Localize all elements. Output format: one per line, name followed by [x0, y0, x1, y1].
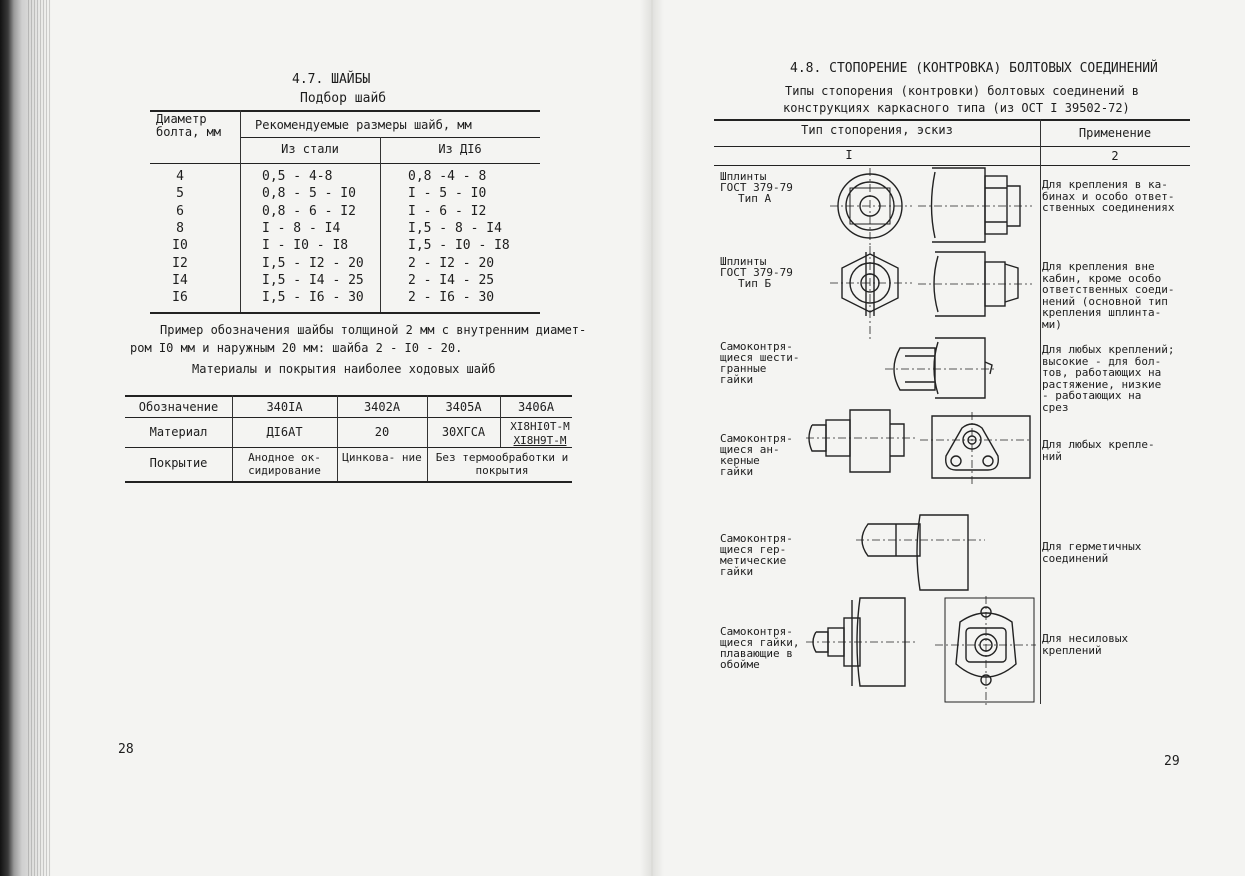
lock-application-text: ответственных соеди- — [1042, 283, 1175, 296]
steel-size-cell: I,5 - I2 - 20 — [262, 255, 364, 271]
lock-application-text: Для герметичных — [1042, 540, 1142, 553]
lock-application-text: Для крепления в ка- — [1042, 178, 1168, 191]
diameter-cell: 4 — [176, 169, 184, 184]
lock-application-text: кабин, кроме особо — [1042, 271, 1162, 285]
d16-size-cell: 2 - I6 - 30 — [408, 290, 495, 306]
lock-type-label: ГОСТ 379-79 — [720, 266, 793, 279]
material-cell: ХI8НI0Т-М — [510, 420, 570, 433]
row-label-material: Материал — [149, 425, 208, 439]
col-header-recommended: Рекомендуемые размеры шайб, мм — [255, 118, 472, 132]
diameter-cell: I6 — [172, 290, 188, 306]
intro-line1: Типы стопорения (контровки) болтовых соединений в — [785, 84, 1140, 98]
diameter-cell: 5 — [176, 186, 184, 202]
diameter-cell: I4 — [172, 272, 188, 288]
lock-type-label: Самоконтря- — [720, 532, 793, 545]
lock-application-text: срез — [1042, 400, 1069, 414]
steel-size-cell: I,5 - I6 - 30 — [262, 290, 364, 306]
col-header-d16: Из ДI6 — [438, 142, 482, 156]
lock-application-text: Для крепления вне — [1042, 260, 1155, 273]
subtitle-washer-selection: Подбор шайб — [300, 91, 387, 106]
sketch-cotter-type-a — [830, 168, 1032, 246]
col-header-diameter: Диаметр болта, мм — [156, 112, 222, 139]
lock-type-label: гайки — [720, 373, 754, 386]
page-number-right: 29 — [1164, 754, 1180, 769]
lock-type-label: обойме — [720, 658, 760, 671]
col-number-1: I — [845, 148, 853, 162]
example-text-line2: ром I0 мм и наружным 20 мм: шайба 2 - I0 - 20. — [130, 341, 463, 355]
lock-type-label: Шплинты — [720, 255, 767, 268]
lock-application-text: бинах и особо ответ- — [1042, 189, 1175, 203]
coating-cell: Цинкова- ние — [342, 451, 422, 464]
lock-application-text: высокие - для бол- — [1042, 354, 1162, 368]
designation-cell: 3405A — [445, 400, 482, 414]
lock-type-label: Самоконтря- — [720, 340, 793, 353]
sketch-anchor-nut — [806, 410, 1032, 485]
lock-application-text: креплений — [1042, 643, 1102, 657]
sketch-hex-nut — [885, 338, 995, 398]
d16-size-cell: 2 - I4 - 25 — [408, 272, 495, 288]
example-text-line1: Пример обозначения шайбы толщиной 2 мм с внутренним диамет- — [160, 323, 587, 337]
lock-application-text: ний — [1042, 449, 1062, 463]
material-cell: 30ХГСА — [441, 425, 486, 439]
lock-type-label: Самоконтря- — [720, 625, 793, 638]
lock-type-label: гайки — [720, 465, 754, 478]
d16-size-cell: 0,8 -4 - 8 — [408, 169, 487, 184]
lock-application-text: ми) — [1042, 317, 1062, 331]
diameter-cell: I2 — [172, 255, 188, 271]
lock-application-text: - работающих на — [1042, 389, 1142, 402]
d16-size-cell: I - 6 - I2 — [408, 203, 487, 219]
lock-application-text: ственных соединениях — [1042, 201, 1175, 214]
designation-cell: 340IA — [266, 400, 303, 414]
sketch-floating-nut — [806, 596, 1036, 706]
lock-type-label: ГОСТ 379-79 — [720, 181, 793, 194]
lock-type-label: Самоконтря- — [720, 432, 793, 445]
lock-type-label: керные — [720, 454, 760, 467]
lock-application-text: Для любых крепле- — [1042, 438, 1155, 451]
lock-application-text: крепления шплинта- — [1042, 306, 1162, 319]
lock-application-text: растяжение, низкие — [1042, 377, 1162, 391]
lock-type-label: гайки — [720, 565, 754, 578]
steel-size-cell: I - 8 - I4 — [262, 220, 341, 236]
lock-type-label: Шплинты — [720, 170, 767, 183]
d16-size-cell: 2 - I2 - 20 — [408, 255, 495, 271]
steel-size-cell: I - I0 - I8 — [262, 238, 349, 254]
lock-application-text: нений (основной тип — [1042, 294, 1168, 308]
designation-cell: 3402A — [363, 400, 401, 414]
row-label-designation: Обозначение — [138, 400, 219, 414]
col-header-application: Применение — [1078, 126, 1152, 140]
d16-size-cell: I,5 - I0 - I8 — [408, 238, 510, 254]
lock-application-text: Для любых креплений; — [1042, 343, 1175, 356]
row-label-coating: Покрытие — [149, 456, 208, 470]
page-number-left: 28 — [118, 742, 134, 757]
material-cell: ДI6АТ — [266, 425, 303, 439]
lock-application-text: Для несиловых — [1042, 632, 1129, 645]
materials-title: Материалы и покрытия наиболее ходовых шайб — [192, 362, 496, 376]
lock-application-text: соединений — [1042, 551, 1109, 565]
sketch-cotter-type-b — [830, 246, 1032, 340]
designation-cell: 3406A — [517, 400, 555, 414]
d16-size-cell: I,5 - 8 - I4 — [408, 220, 502, 236]
diameter-cell: 8 — [176, 220, 184, 236]
lock-type-label: Тип Б — [738, 277, 772, 290]
steel-size-cell: I,5 - I4 - 25 — [262, 272, 364, 288]
col-header-steel: Из стали — [281, 142, 339, 156]
lock-type-label: гранные — [720, 362, 767, 375]
material-cell: ХI8Н9Т-М — [513, 434, 567, 447]
col-header-type: Тип стопорения, эскиз — [801, 123, 953, 137]
coating-cell: Анодное ок- сидирование — [248, 451, 321, 477]
steel-size-cell: 0,8 - 5 - I0 — [262, 186, 356, 202]
lock-type-label: щиеся гер- — [720, 543, 787, 556]
coating-cell: Без термообработки и покрытия — [435, 451, 569, 477]
steel-size-cell: 0,5 - 4-8 — [262, 169, 333, 184]
col-number-2: 2 — [1111, 149, 1119, 163]
sketch-hermetic-nut — [856, 515, 985, 590]
section-title-locking: 4.8. СТОПОРЕНИЕ (КОНТРОВКА) БОЛТОВЫХ СОЕДИНЕНИЙ — [790, 61, 1158, 76]
lock-type-label: плавающие в — [720, 647, 793, 660]
steel-size-cell: 0,8 - 6 - I2 — [262, 203, 356, 219]
intro-line2: конструкциях каркасного типа (из ОСТ I 39502-72) — [783, 101, 1130, 115]
lock-application-text: тов, работающих на — [1042, 366, 1162, 379]
d16-size-cell: I - 5 - I0 — [408, 186, 487, 202]
material-cell: 20 — [374, 425, 390, 439]
lock-type-label: щиеся ан- — [720, 443, 780, 456]
lock-type-label: метические — [720, 554, 787, 567]
lock-type-label: Тип А — [738, 192, 772, 205]
diameter-cell: 6 — [176, 203, 184, 219]
diameter-cell: I0 — [172, 238, 188, 254]
section-title-washers: 4.7. ШАЙБЫ — [292, 72, 371, 87]
lock-type-label: щиеся шести- — [720, 351, 800, 364]
lock-type-label: щиеся гайки, — [720, 636, 800, 649]
